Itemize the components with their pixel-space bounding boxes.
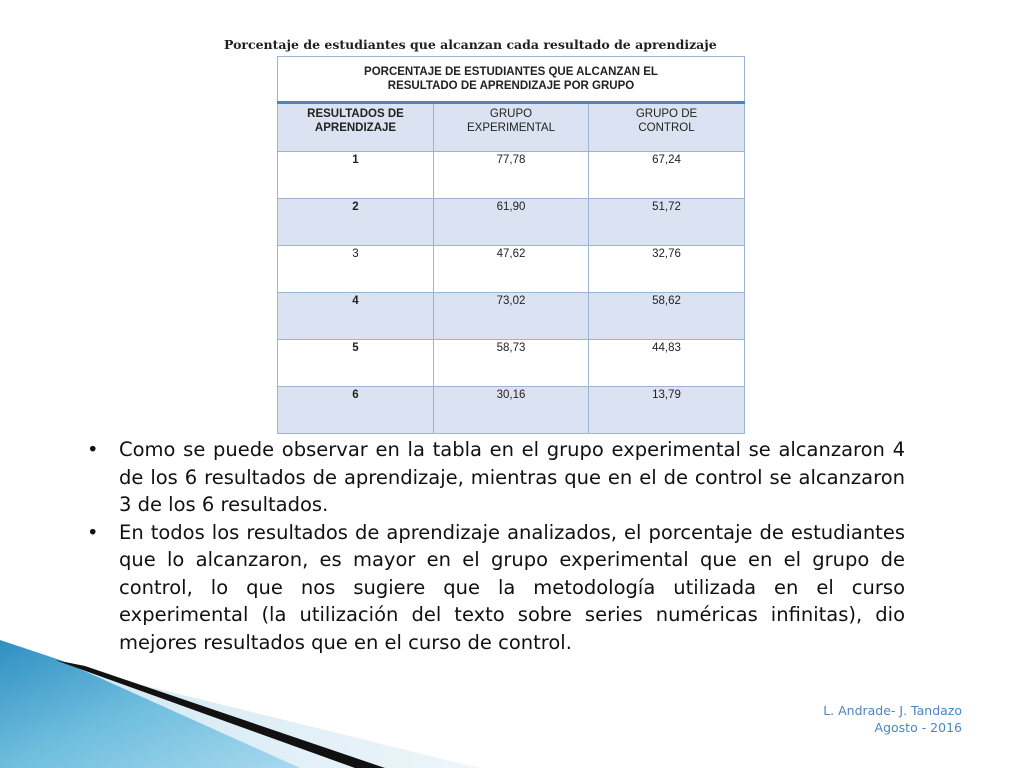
cell-resultado: 1 (278, 152, 434, 199)
cell-control: 51,72 (589, 199, 745, 246)
swoosh-blue-band (0, 640, 300, 768)
bullet-dot-icon: • (87, 520, 99, 544)
table-banner-line: RESULTADO DE APRENDIZAJE POR GRUPO (387, 80, 635, 92)
column-header-line: GRUPO (489, 108, 533, 120)
cell-experimental: 30,16 (434, 387, 589, 434)
column-header-line: EXPERIMENTAL (467, 122, 555, 134)
cell-control: 44,83 (589, 340, 745, 387)
cell-experimental: 47,62 (434, 246, 589, 293)
table-row (278, 293, 745, 340)
bullet-text: En todos los resultados de aprendizaje analizados, el porcentaje de estudiantes que lo alcanzaron, es mayor en el grupo experimental que en el grupo de control, lo que nos sugiere que la metodología utilizada en el curso experimental (la utilización del texto sobre series numéricas infinitas), dio mejores resultados que en el curso de control. (119, 520, 905, 654)
bullet-item (87, 519, 905, 657)
cell-resultado: 3 (278, 246, 434, 293)
table-caption: Porcentaje de estudiantes que alcanzan cada resultado de aprendizaje (224, 37, 717, 52)
table-row (278, 340, 745, 387)
cell-control: 13,79 (589, 387, 745, 434)
cell-resultado: 5 (278, 340, 434, 387)
column-header-experimental (434, 103, 589, 152)
cell-experimental: 58,73 (434, 340, 589, 387)
table-banner-row (278, 57, 745, 103)
results-table (277, 56, 745, 434)
cell-resultado: 4 (278, 293, 434, 340)
footer-date: Agosto - 2016 (874, 720, 962, 735)
bullet-list (87, 436, 905, 656)
bullet-dot-icon: • (87, 438, 99, 461)
cell-resultado: 6 (278, 387, 434, 434)
cell-control: 58,62 (589, 293, 745, 340)
bullet-item (87, 436, 905, 519)
column-header-line: CONTROL (638, 122, 695, 134)
column-header-line: APRENDIZAJE (314, 122, 397, 134)
cell-experimental: 77,78 (434, 152, 589, 199)
column-header-control (589, 103, 745, 152)
bullet-text: Como se puede observar en la tabla en el grupo experimental se alcanzaron 4 de los 6 resultados de aprendizaje, mientras que en el de control se alcanzaron 3 de los 6 resultados. (119, 438, 905, 516)
table-banner (278, 57, 745, 103)
column-header-resultados (278, 103, 434, 152)
cell-control: 32,76 (589, 246, 745, 293)
cell-resultado: 2 (278, 199, 434, 246)
footer-author: L. Andrade- J. Tandazo (823, 703, 962, 718)
cell-experimental: 61,90 (434, 199, 589, 246)
table-row (278, 152, 745, 199)
cell-control: 67,24 (589, 152, 745, 199)
column-header-line: GRUPO DE (635, 108, 698, 120)
cell-experimental: 73,02 (434, 293, 589, 340)
column-header-line: RESULTADOS DE (307, 108, 404, 120)
table-row (278, 246, 745, 293)
table-banner-line: PORCENTAJE DE ESTUDIANTES QUE ALCANZAN EL (364, 66, 658, 78)
table-row (278, 387, 745, 434)
table-row (278, 199, 745, 246)
decorative-swoosh (0, 640, 480, 768)
table-header-row (278, 103, 745, 152)
